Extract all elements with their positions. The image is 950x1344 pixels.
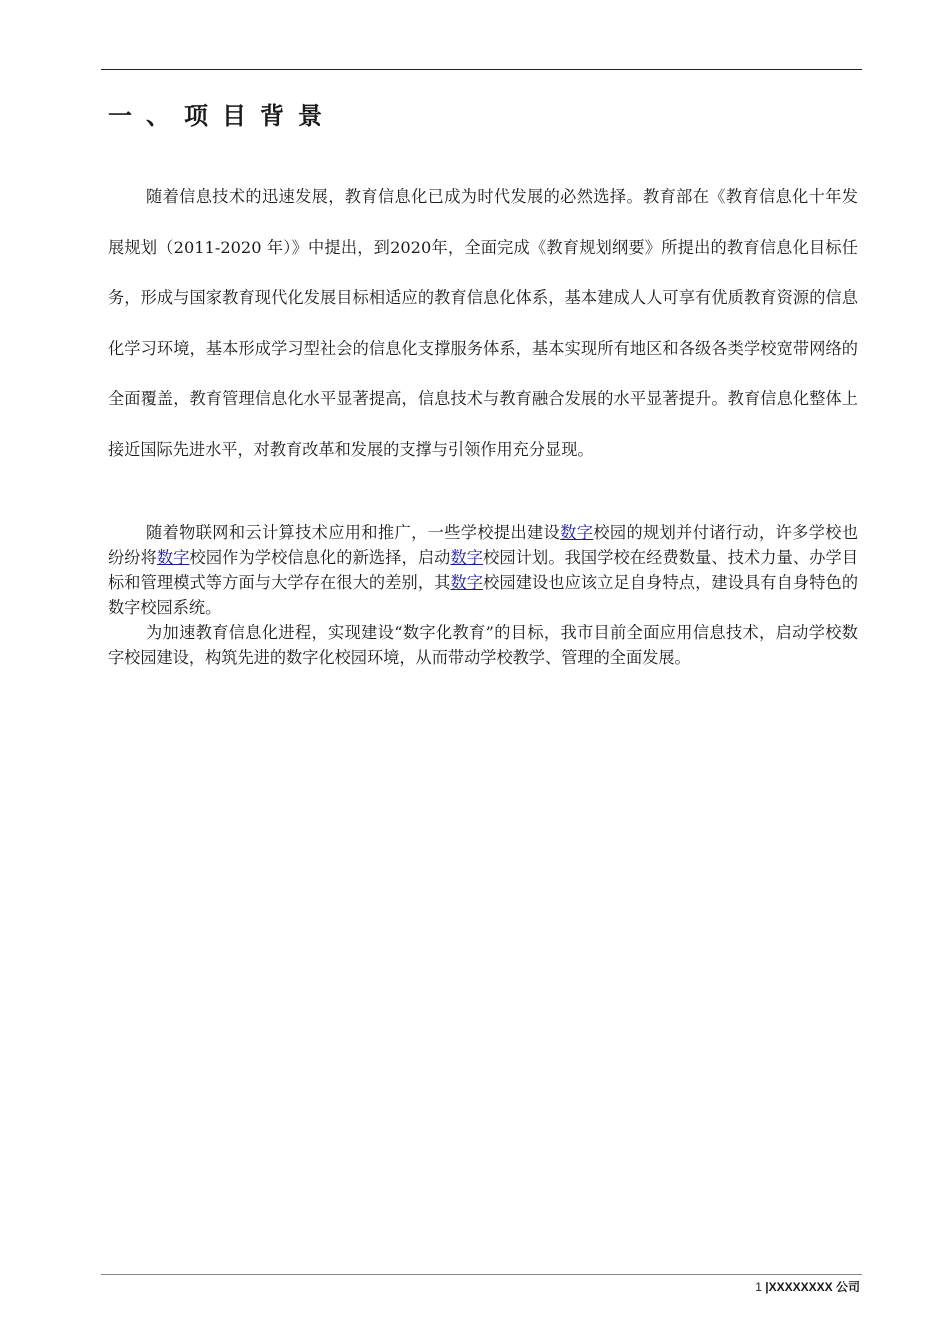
header-rule <box>101 69 862 70</box>
paragraph-text: 随着物联网和云计算技术应用和推广，一些学校提出建设 <box>146 523 561 542</box>
link-digital[interactable]: 数字 <box>450 573 484 592</box>
paragraph-text: 校园建设也应该立足自身特点，建设具有自身特色的数字校园系统。 <box>108 573 859 617</box>
page-number: 1 <box>755 1280 762 1294</box>
link-digital[interactable]: 数字 <box>450 548 484 567</box>
link-digital[interactable]: 数字 <box>560 523 594 542</box>
section-heading: 一、项目背景 <box>108 102 336 130</box>
link-digital[interactable]: 数字 <box>156 548 190 567</box>
paragraph-digital-education: 为加速教育信息化进程，实现建设“数字化教育”的目标，我市目前全面应用信息技术，启动学校数字校园建设，构筑先进的数字化校园环境，从而带动学校教学、管理的全面发展。 <box>108 623 858 667</box>
footer-rule <box>101 1274 862 1275</box>
paragraph-digital-campus <box>108 520 858 620</box>
footer-separator: | <box>765 1280 769 1294</box>
page-footer <box>755 1278 860 1295</box>
company-name: XXXXXXXX 公司 <box>768 1280 860 1294</box>
paragraph-text: 校园的规划并付诸行动，许多学校也纷纷将 <box>108 523 859 567</box>
paragraph-background: 随着信息技术的迅速发展，教育信息化已成为时代发展的必然选择。教育部在《教育信息化十年发展规划（2011-2020 年）》中提出，到2020年，全面完成《教育规划纲要》所提出的教育信息化目标任务，形成与国家教育现代化发展目标相适应的教育信息化体系，基本建成人人可享有优质教育资源的信息化学习环境，基本形成学习型社会的信息化支撑服务体系，基本实现所有地区和各级各类学校宽带网络的全面覆盖，教育管理信息化水平显著提高，信息技术与教育融合发展的水平显著提升。教育信息化整体上接近国际先进水平，对教育改革和发展的支撑与引领作用充分显现。 <box>108 187 858 459</box>
paragraph-text: 校园计划。我国学校在经费数量、技术力量、办学目标和管理模式等方面与大学存在很大的差别，其 <box>108 548 859 592</box>
paragraph-text: 校园作为学校信息化的新选择，启动 <box>189 548 451 567</box>
